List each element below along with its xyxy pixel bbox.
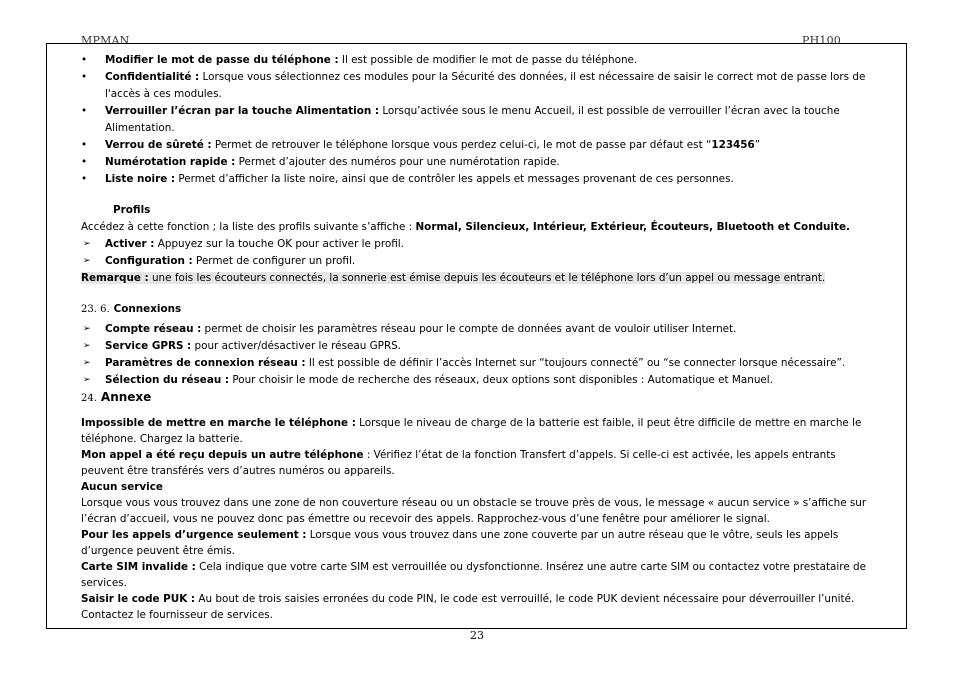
remark-highlight xyxy=(81,272,825,284)
item-label: Service GPRS : xyxy=(105,340,192,352)
item-text: Il est possible de définir l’accès Internet sur “toujours connecté” ou “se connecter lorsque nécessaire”. xyxy=(305,357,846,369)
annex-item xyxy=(81,559,876,591)
item-label: Confidentialité : xyxy=(105,71,200,83)
arrow-bullet-icon: ➢ xyxy=(83,239,91,249)
bullet-icon: • xyxy=(81,173,88,185)
annex-label: Impossible de mettre en marche le téléphone : xyxy=(81,417,356,429)
annex-label: Aucun service xyxy=(81,481,163,493)
bullet-icon: • xyxy=(81,105,88,117)
annex-item xyxy=(81,591,876,623)
annex-text: Lorsque le niveau de charge de la batterie est faible, il peut être difficile de mettre en marche le téléphone. Chargez la batterie. xyxy=(81,417,862,445)
annex-text: Lorsque vous vous trouvez dans une zone couverte par un autre réseau que le vôtre, seuls les appels d’urgence peuvent être émis. xyxy=(81,529,839,557)
item-text: Pour choisir le mode de recherche des réseaux, deux options sont disponibles : Automatique et Manuel. xyxy=(229,374,773,386)
profiles-intro xyxy=(81,219,876,236)
item-text: permet de choisir les paramètres réseau pour le compte de données avant de vouloir utiliser Internet. xyxy=(201,323,737,335)
bullet-icon: • xyxy=(81,156,88,168)
list-item xyxy=(81,321,876,338)
item-text: Il est possible de modifier le mot de passe du téléphone. xyxy=(338,54,638,66)
annex-item xyxy=(81,495,876,527)
profiles-list: Normal, Silencieux, Intérieur, Extérieur, Écouteurs, Bluetooth et Conduite. xyxy=(415,221,850,233)
item-text: Lorsqu’activée sous le menu Accueil, il est possible de verrouiller l’écran avec la touche Alimentation. xyxy=(105,105,840,134)
item-text: pour activer/désactiver le réseau GPRS. xyxy=(191,340,402,352)
list-item xyxy=(81,338,876,355)
annex-item xyxy=(81,415,876,447)
section-title: Annexe xyxy=(100,390,152,404)
list-item xyxy=(81,103,876,137)
connexions-list xyxy=(81,321,876,389)
item-label: Activer : xyxy=(105,238,155,250)
arrow-bullet-icon: ➢ xyxy=(83,324,91,334)
item-label: Verrouiller l’écran par la touche Alimentation : xyxy=(105,105,380,117)
list-item xyxy=(81,355,876,372)
arrow-bullet-icon: ➢ xyxy=(83,256,91,266)
profiles-heading: Profils xyxy=(113,204,151,216)
profiles-intro-text: Accédez à cette fonction ; la liste des profils suivante s’affiche : xyxy=(81,221,416,233)
annex-item xyxy=(81,527,876,559)
item-text: Permet d’afficher la liste noire, ainsi que de contrôler les appels et messages provenant de ces personnes. xyxy=(175,173,734,185)
item-label: Modifier le mot de passe du téléphone : xyxy=(105,54,339,66)
annex-label: Saisir le code PUK : xyxy=(81,593,196,605)
bullet-icon: • xyxy=(81,139,88,151)
item-text: Permet de configurer un profil. xyxy=(192,255,356,267)
connexions-heading xyxy=(81,301,876,318)
section-title: Connexions xyxy=(113,303,182,315)
remark-text: une fois les écouteurs connectés, la sonnerie est émise depuis les écouteurs et le téléphone lors d’un appel ou message entrant. xyxy=(148,272,826,284)
item-label: Verrou de sûreté : xyxy=(105,139,212,151)
list-item xyxy=(81,69,876,103)
bullet-icon: • xyxy=(81,54,88,66)
item-label: Configuration : xyxy=(105,255,193,267)
arrow-bullet-icon: ➢ xyxy=(83,358,91,368)
list-item xyxy=(81,137,876,154)
annex-text: Lorsque vous vous trouvez dans une zone de non couverture réseau ou un obstacle se trouve près de vous, le message « aucun service » s’affiche sur l’écran d’accueil, vous ne pouvez donc pas émettre ou recevoir des appels. Rapprochez-vous d’une fenêtre pour améliorer le signal. xyxy=(81,497,867,525)
page-content xyxy=(81,52,876,623)
annex-item xyxy=(81,479,876,495)
profiles-options xyxy=(81,236,876,270)
page-number: 23 xyxy=(470,629,484,642)
annex-label: Mon appel a été reçu depuis un autre téléphone xyxy=(81,449,364,461)
security-list xyxy=(81,52,876,188)
annex-text: : Vérifiez l’état de la fonction Transfert d’appels. Si celle-ci est activée, les appels entrants peuvent être transférés vers d’autres numéros ou appareils. xyxy=(81,449,836,477)
item-text: Permet d’ajouter des numéros pour une numérotation rapide. xyxy=(235,156,560,168)
list-item xyxy=(81,52,876,69)
annex-label: Carte SIM invalide : xyxy=(81,561,196,573)
remark-label: Remarque : xyxy=(81,272,149,284)
section-number: 24. xyxy=(81,393,97,404)
list-item xyxy=(81,253,876,270)
default-password: 123456 xyxy=(711,139,755,151)
item-label: Sélection du réseau : xyxy=(105,374,230,386)
list-item xyxy=(81,154,876,171)
annex-heading xyxy=(81,389,876,407)
item-label: Numérotation rapide : xyxy=(105,156,236,168)
arrow-bullet-icon: ➢ xyxy=(83,375,91,385)
item-label: Paramètres de connexion réseau : xyxy=(105,357,306,369)
item-text: Permet de retrouver le téléphone lorsque vous perdez celui-ci, le mot de passe par défaut est “ xyxy=(211,139,712,151)
annex-text: Au bout de trois saisies erronées du code PIN, le code est verrouillé, le code PUK devient nécessaire pour déverrouiller l’unité. Contactez le fournisseur de services. xyxy=(81,593,855,621)
header-brand: MPMAN xyxy=(81,34,130,47)
section-number: 23. 6. xyxy=(81,304,110,315)
item-label: Compte réseau : xyxy=(105,323,202,335)
annex-label: Pour les appels d’urgence seulement : xyxy=(81,529,307,541)
header-model: PH100 xyxy=(802,34,841,47)
item-text: Appuyez sur la touche OK pour activer le profil. xyxy=(154,238,404,250)
item-text-end: ” xyxy=(754,139,761,151)
list-item xyxy=(81,236,876,253)
annex-text: Cela indique que votre carte SIM est verrouillée ou dysfonctionne. Insérez une autre carte SIM ou contactez votre prestataire de services. xyxy=(81,561,867,589)
item-text: Lorsque vous sélectionnez ces modules pour la Sécurité des données, il est nécessaire de saisir le correct mot de passe lors de l'accès à ces modules. xyxy=(105,71,866,100)
list-item xyxy=(81,372,876,389)
list-item xyxy=(81,171,876,188)
annex-item xyxy=(81,447,876,479)
item-label: Liste noire : xyxy=(105,173,176,185)
bullet-icon: • xyxy=(81,71,88,83)
profiles-remark xyxy=(81,270,876,287)
arrow-bullet-icon: ➢ xyxy=(83,341,91,351)
